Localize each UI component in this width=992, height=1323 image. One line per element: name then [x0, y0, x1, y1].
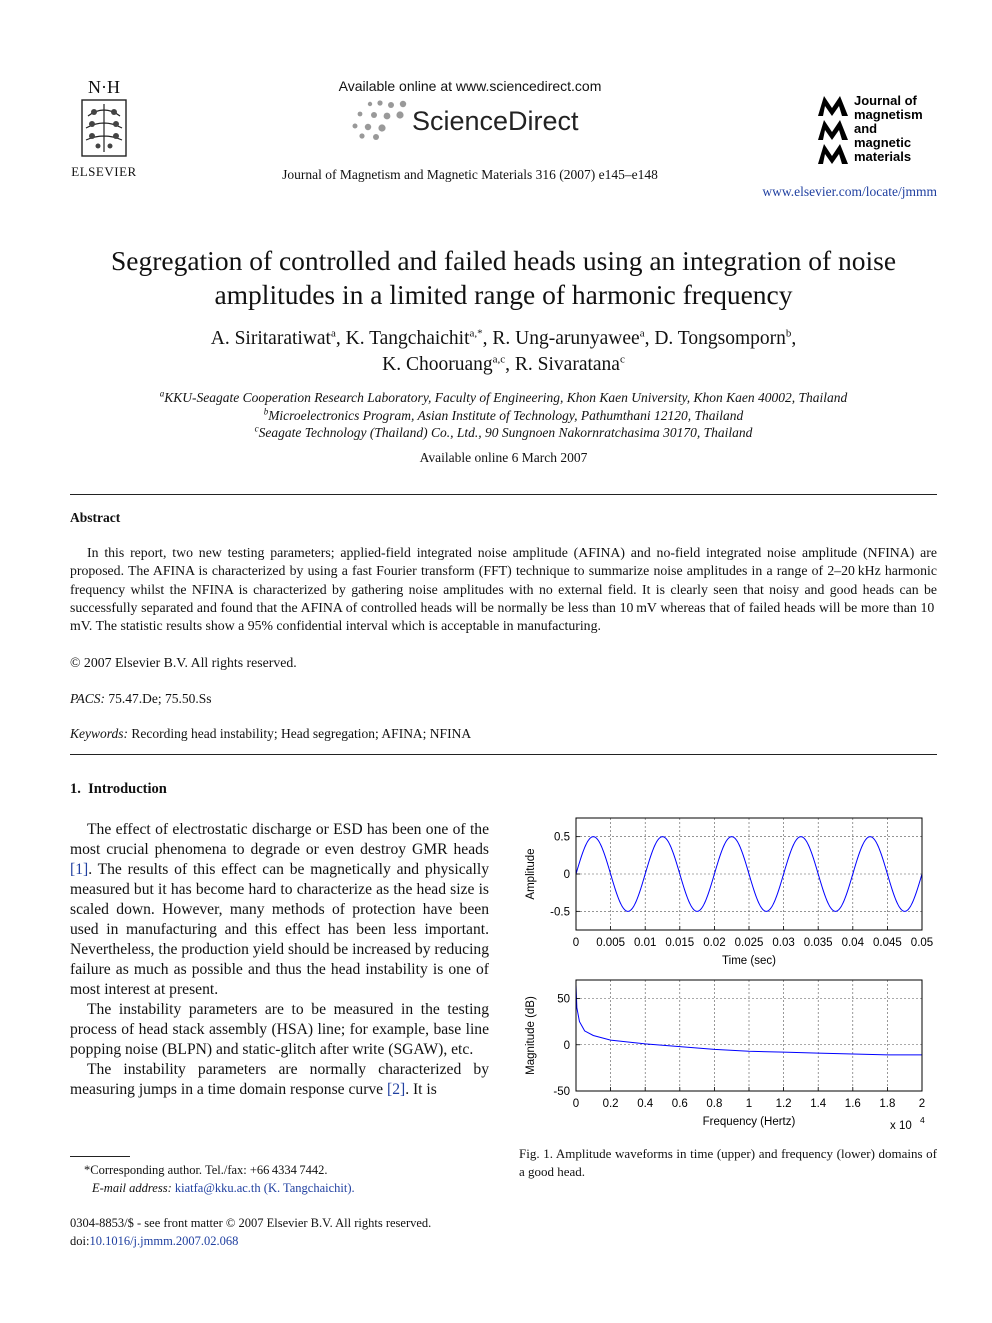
affiliations	[60, 389, 947, 442]
author-sep: ,	[335, 328, 346, 349]
author-name[interactable]: R. Sivaratana	[514, 354, 620, 375]
affiliation-sup: c	[254, 423, 259, 434]
x-axis-label: Frequency (Hertz)	[702, 1116, 796, 1128]
x-tick-label: 1.6	[844, 1098, 861, 1110]
jmmm-line: Journal of	[854, 93, 917, 108]
x-tick-label: 0.005	[596, 937, 625, 949]
x-axis-label: Time (sec)	[722, 955, 776, 967]
jmmm-logo-text	[854, 94, 923, 164]
jmmm-line: and	[854, 121, 878, 136]
elsevier-logo[interactable]	[70, 78, 138, 184]
author-sup: b	[785, 327, 792, 340]
footnote-rule	[70, 1156, 130, 1157]
author-sep: ,	[505, 354, 515, 375]
affiliation	[60, 407, 947, 425]
pacs-values: 75.47.De; 75.50.Ss	[108, 691, 212, 706]
doi-label: doi:	[70, 1234, 90, 1248]
author-sep: ,	[791, 328, 797, 349]
affiliation	[60, 424, 947, 442]
journal-url-link[interactable]: www.elsevier.com/locate/jmmm	[762, 184, 937, 199]
available-online-header: Available online at www.sciencedirect.com	[338, 78, 602, 94]
x-tick-label: 0.01	[634, 937, 657, 949]
author-name[interactable]: A. Siritaratiwat	[210, 328, 331, 349]
x-tick-label: 0.2	[602, 1098, 619, 1110]
x-tick-label: 0.03	[772, 937, 795, 949]
figure-1	[512, 812, 942, 1134]
doi-line	[70, 1234, 238, 1249]
figure-caption: Fig. 1. Amplitude waveforms in time (upper) and frequency (lower) domains of a good head.	[519, 1146, 937, 1179]
author-name[interactable]: K. Tangchaichit	[345, 328, 470, 349]
author-sup: c	[619, 353, 625, 366]
nh-logo-text: N·H	[88, 77, 120, 97]
keywords-line	[70, 726, 471, 742]
intro-paragraph	[70, 1060, 489, 1100]
intro-text: . It is	[405, 1081, 437, 1098]
author-sup: a,*	[469, 327, 483, 340]
title-line: Segregation of controlled and failed heads using an integration of noise	[110, 245, 897, 276]
keywords-label: Keywords:	[70, 726, 128, 741]
abstract-text: In this report, two new testing parameters; applied-field integrated noise amplitude (AFINA) and no-field integrated noise amplitude (NFINA) are proposed. The AFINA is characterized by using a fast Fourier transform (FFT) technique to summarize noise amplitudes in a range of 2–20 kHz harmonic frequency whilst the NFINA is characterized by gathering noise amplitudes with no external field. It is clearly seen that noisy and good heads can be successfully separated and found that the AFINA of controlled heads will be normally be less than 10 mV whereas that of failed heads will be more than 10 mV. The statistic results show a 95% confidential interval which is acceptable in manufacturing.	[70, 545, 937, 634]
abstract-heading: Abstract	[70, 510, 121, 525]
elsevier-name: ELSEVIER	[71, 164, 137, 179]
frequency-domain-plot	[525, 980, 925, 1132]
doi-link[interactable]: 10.1016/j.jmmm.2007.02.068	[89, 1234, 239, 1248]
email-note	[92, 1181, 355, 1196]
x-tick-label: 1.4	[810, 1098, 827, 1110]
y-tick-label: 0.5	[554, 831, 570, 844]
top-divider	[70, 494, 937, 495]
author-name[interactable]: K. Chooruang	[382, 354, 493, 375]
time-domain-plot	[525, 818, 933, 967]
article-title	[50, 244, 957, 312]
email-link[interactable]: kiatfa@kku.ac.th (K. Tangchaichit).	[174, 1181, 355, 1195]
affiliation-text: KKU-Seagate Cooperation Research Laboratory, Faculty of Engineering, Khon Kaen University, Khon Kaen 40002, Thailand	[164, 390, 848, 405]
abstract-divider	[70, 754, 937, 755]
y-axis-label: Magnitude (dB)	[525, 996, 537, 1075]
x-tick-label: 0.035	[803, 937, 833, 949]
affiliation-text: Microelectronics Program, Asian Institute of Technology, Pathumthani 12120, Thailand	[268, 407, 744, 423]
intro-paragraph	[70, 820, 489, 1000]
affiliation-text: Seagate Technology (Thailand) Co., Ltd., 90 Sungnoen Nakornratchasima 30170, Thailand	[258, 425, 753, 440]
y-tick-label: -0.5	[550, 906, 570, 919]
available-online-date: Available online 6 March 2007	[419, 450, 588, 465]
y-tick-label: -50	[553, 1086, 570, 1098]
x-multiplier-exponent: 4	[920, 1115, 925, 1125]
affiliation-sup: a	[159, 388, 165, 399]
pacs-label: PACS:	[70, 691, 106, 706]
x-tick-label: 0.02	[703, 937, 726, 949]
pacs-line	[70, 691, 212, 707]
x-tick-label: 1.8	[879, 1098, 896, 1110]
elsevier-tree-icon	[70, 96, 138, 162]
jmmm-m-icon	[816, 94, 852, 166]
author-sep: ,	[644, 328, 655, 349]
x-tick-label: 1	[745, 1098, 753, 1110]
jmmm-line: magnetic	[854, 135, 912, 150]
affiliation-sup: b	[263, 406, 269, 416]
x-tick-label: 0	[572, 1098, 580, 1110]
author-name[interactable]: R. Ung-arunyawee	[492, 328, 640, 349]
email-label: E-mail address:	[92, 1181, 172, 1195]
intro-text: The effect of electrostatic discharge or ESD has been one of the most crucial phenomena to degrade or even destroy GMR heads	[70, 821, 489, 858]
author-list	[60, 326, 947, 378]
title-line: amplitudes in a limited range of harmonic frequency	[214, 279, 793, 310]
x-tick-label: 0.04	[841, 937, 864, 949]
author-name[interactable]: D. Tongsomporn	[654, 328, 786, 349]
x-tick-label: 2	[918, 1098, 926, 1110]
y-tick-label: 0	[563, 1039, 570, 1052]
y-tick-label: 50	[557, 993, 570, 1006]
section-heading: 1. Introduction	[70, 781, 167, 797]
intro-paragraph: The instability parameters are to be measured in the testing process of head stack assembly (HSA) line; for example, base line popping noise (BLPN) and static-glitch after write (SGAW), etc.	[70, 1001, 489, 1058]
keywords-values: Recording head instability; Head segregation; AFINA; NFINA	[131, 726, 472, 741]
journal-citation: Journal of Magnetism and Magnetic Materials 316 (2007) e145–e148	[282, 167, 658, 182]
intro-text: The instability parameters are normally characterized by measuring jumps in a time domain response curve	[70, 1061, 489, 1098]
affiliation	[60, 389, 947, 407]
author-sup: a,c	[492, 353, 506, 366]
intro-text: . The results of this effect can be magnetically and physically measured but it has become hard to characterize as the head size is scaled down. However, many methods of protection have been used in manufacturing and this effect has been less important. Nevertheless, the production yield should be increased by reducing failure as much as possible and thus the head instability is one of most interest at present.	[70, 861, 489, 998]
x-tick-label: 0.4	[637, 1098, 654, 1110]
x-tick-label: 0	[572, 937, 580, 949]
copyright-line: © 2007 Elsevier B.V. All rights reserved.	[70, 655, 297, 670]
front-matter: 0304-8853/$ - see front matter © 2007 Elsevier B.V. All rights reserved.	[70, 1216, 432, 1230]
intro-column	[70, 820, 489, 1100]
sciencedirect-logo[interactable]	[350, 98, 600, 142]
x-tick-label: 0.8	[706, 1098, 723, 1110]
x-tick-label: 0.025	[734, 937, 764, 949]
jmmm-line: magnetism	[854, 107, 923, 122]
author-sep: ,	[482, 328, 493, 349]
sciencedirect-wordmark: ScienceDirect	[412, 106, 579, 136]
x-tick-label: 0.045	[873, 937, 902, 949]
x-tick-label: 0.6	[671, 1098, 688, 1110]
y-axis-label: Amplitude	[525, 848, 537, 900]
jmmm-logo[interactable]	[816, 94, 936, 168]
y-tick-label: 0	[563, 869, 570, 881]
sciencedirect-dots-icon	[350, 100, 412, 140]
x-multiplier-label: x 10	[890, 1120, 912, 1132]
corresponding-author-note: *Corresponding author. Tel./fax: +66 4334 7442.	[84, 1163, 328, 1177]
jmmm-line: materials	[854, 149, 912, 164]
x-tick-label: 0.015	[665, 937, 695, 949]
author-sup: a	[639, 327, 645, 340]
x-tick-label: 0.05	[910, 937, 934, 949]
ref-link[interactable]: [2]	[387, 1081, 406, 1098]
author-sup: a	[330, 327, 336, 340]
x-tick-label: 1.2	[775, 1098, 792, 1110]
ref-link[interactable]: [1]	[70, 861, 89, 878]
